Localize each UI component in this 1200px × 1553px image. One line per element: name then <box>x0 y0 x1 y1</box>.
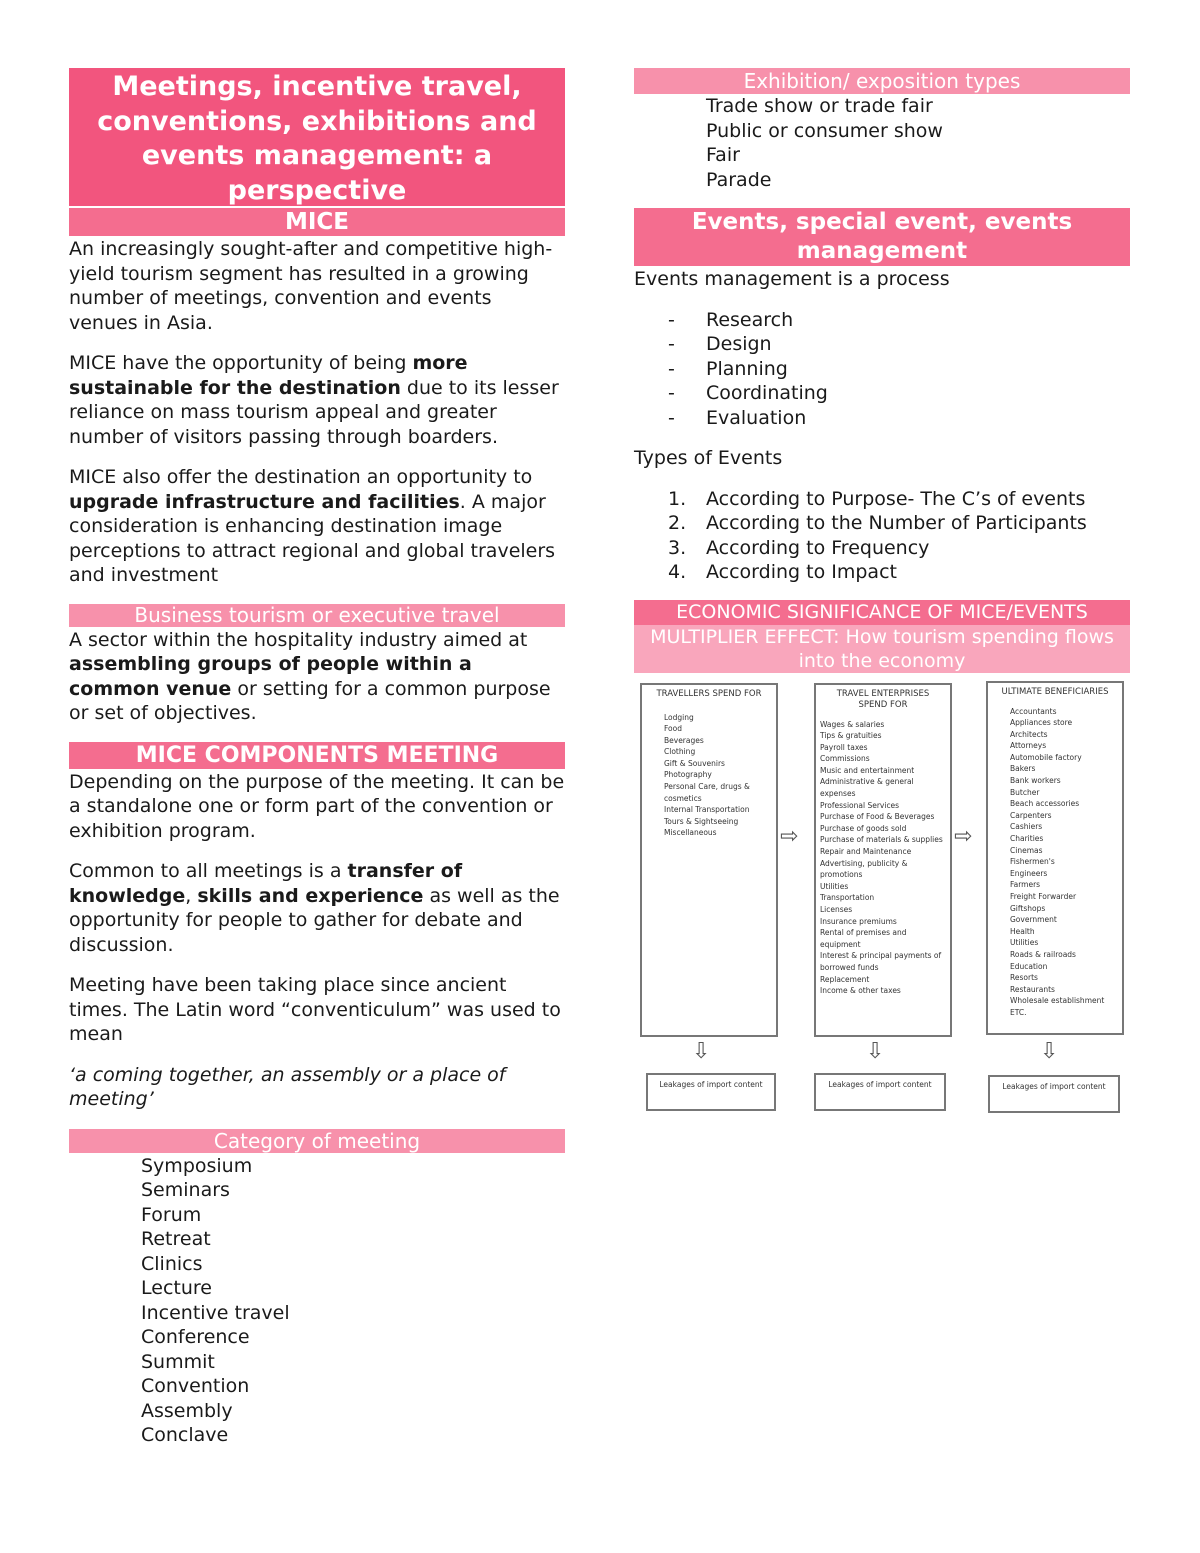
events-intro: Events management is a process <box>634 268 950 290</box>
mice-header: MICE <box>69 208 565 236</box>
components-paragraph-1: Depending on the purpose of the meeting. It can be a standalone one or form part of the convention or exhibition program. <box>69 770 565 842</box>
diagram-list-item: Butcher <box>1010 787 1040 797</box>
list-item: 3. According to Frequency <box>668 536 930 559</box>
diagram-list-item: Tours & Sightseeing <box>664 816 739 826</box>
leakage-box: Leakages of import content <box>646 1073 776 1111</box>
diagram-list-item: Health <box>1010 926 1035 936</box>
list-item: Assembly <box>141 1399 233 1422</box>
diagram-list-item: Freight Forwarder <box>1010 892 1077 901</box>
list-item: Incentive travel <box>141 1301 290 1324</box>
diagram-list-item: Professional Services <box>820 800 900 810</box>
components-paragraph-3: Meeting have been taking place since ancient times. The Latin word “conventiculum” was used to mean <box>69 974 561 1045</box>
diagram-list-item: Automobile factory <box>1010 752 1082 762</box>
list-item: Clinics <box>141 1252 203 1275</box>
category-of-meeting-header: Category of meeting <box>69 1129 565 1153</box>
mice-paragraph-1: An increasingly sought-after and competitive high-yield tourism segment has resulted in a growing number of meetings, convention and events venues in Asia. <box>69 238 553 334</box>
diagram-list-item: Cashiers <box>1010 822 1043 832</box>
diagram-list-item: Bakers <box>1010 764 1036 774</box>
event-types-list <box>634 487 1130 585</box>
diagram-list-item: Gift & Souvenirs <box>664 758 725 768</box>
components-quote: ‘a coming together, an assembly or a place of meeting’ <box>69 1063 506 1110</box>
list-item: Summit <box>141 1350 215 1373</box>
diagram-list-item: Commissions <box>820 754 870 764</box>
process-list <box>634 308 1130 431</box>
types-intro: Types of Events <box>634 447 783 469</box>
diagram-list-item: Transportation <box>820 893 875 903</box>
page-title: Meetings, incentive travel, conventions, exhibitions and events management: a perspective <box>69 68 565 206</box>
category-list <box>69 1154 565 1448</box>
list-item: Parade <box>706 168 772 191</box>
diagram-list-item: Restaurants <box>1010 984 1055 994</box>
diagram-list-item: Appliances store <box>1010 718 1073 728</box>
leakage-box: Leakages of import content <box>814 1073 946 1111</box>
list-item: Fair <box>706 144 740 166</box>
diagram-list-item: Music and entertainment <box>820 765 915 775</box>
list-item: Conference <box>141 1326 250 1348</box>
diagram-list-item: Rental of premises and equipment <box>820 928 907 949</box>
diagram-list-item: Administrative & general expenses <box>820 777 914 799</box>
business-tourism-header: Business tourism or executive travel <box>69 604 565 627</box>
list-item: Trade show or trade fair <box>706 95 933 117</box>
travellers-spend-title: TRAVELLERS SPEND FOR <box>656 688 762 699</box>
diagram-list-item: Fishermen's <box>1010 857 1055 867</box>
exhibition-list <box>634 94 1130 192</box>
diagram-list-item: Government <box>1010 915 1057 925</box>
list-item: Forum <box>141 1203 202 1226</box>
diagram-list-item: Lodging <box>664 712 694 722</box>
list-item: 4. According to Impact <box>668 561 897 583</box>
diagram-list-item: Clothing <box>664 747 696 757</box>
multiplier-diagram <box>634 679 1130 1121</box>
multiplier-effect-header: MULTIPLIER EFFECT: How tourism spending flows into the economy <box>634 625 1130 673</box>
diagram-list-item: Engineers <box>1010 868 1048 878</box>
diagram-list-item: Giftshops <box>1010 903 1046 913</box>
components-paragraph-2: Common to all meetings is a transfer of knowledge, skills and experience as well as the opportunity for people to gather for debate and discussion. <box>69 860 560 956</box>
arrow-down-icon: ⇩ <box>1040 1038 1059 1064</box>
business-tourism-paragraph: A sector within the hospitality industry aimed at assembling groups of people within a common venue or setting for a common purpose or set of objectives. <box>69 628 551 724</box>
diagram-list-item: Resorts <box>1010 973 1038 983</box>
diagram-list-item: Bank workers <box>1010 776 1061 786</box>
diagram-list-item: ETC. <box>1010 1007 1027 1017</box>
list-item: Symposium <box>141 1154 253 1177</box>
diagram-list-item: Wholesale establishment <box>1010 996 1105 1006</box>
list-item: Lecture <box>141 1277 212 1299</box>
diagram-list-item: Beach accessories <box>1010 799 1080 809</box>
diagram-list-item: Charities <box>1010 834 1044 844</box>
diagram-list-item: Payroll taxes <box>820 742 868 752</box>
exhibition-header: Exhibition/ exposition types <box>634 68 1130 94</box>
diagram-list-item: Carpenters <box>1010 810 1052 820</box>
enterprises-spend-title: TRAVEL ENTERPRISES SPEND FOR <box>836 688 930 710</box>
leakage-box: Leakages of import content <box>988 1075 1120 1113</box>
diagram-list-item: Wages & salaries <box>820 719 885 729</box>
events-header: Events, special event, events management <box>634 208 1130 266</box>
beneficiaries-box <box>986 681 1124 1035</box>
diagram-list-item: Insurance premiums <box>820 916 897 926</box>
diagram-list-item: Income & other taxes <box>820 986 901 996</box>
diagram-list-item: Beverages <box>664 735 704 745</box>
diagram-list-item: Roads & railroads <box>1010 949 1076 959</box>
list-item: Convention <box>141 1375 250 1397</box>
diagram-list-item: Cinemas <box>1010 845 1043 855</box>
diagram-list-item: Advertising, publicity & promotions <box>820 858 908 880</box>
economic-significance-header: ECONOMIC SIGNIFICANCE OF MICE/EVENTS <box>634 600 1130 625</box>
diagram-list-item: Purchase of materials & supplies <box>820 835 943 845</box>
mice-components-header: MICE COMPONENTS MEETING <box>69 742 565 769</box>
left-column <box>69 68 565 1448</box>
mice-paragraph-3: MICE also offer the destination an opportunity to upgrade infrastructure and facilities. A major consideration is enhancing destination image perceptions to attract regional and global travelers and investment <box>69 466 556 586</box>
list-item: - Evaluation <box>668 406 807 429</box>
arrow-down-icon: ⇩ <box>866 1038 885 1064</box>
mice-paragraph-2: MICE have the opportunity of being more sustainable for the destination due to its lesser reliance on mass tourism appeal and greater number of visitors passing through boarders. <box>69 352 559 448</box>
list-item: - Planning <box>668 357 788 380</box>
beneficiaries-title: ULTIMATE BENEFICIARIES <box>1001 686 1109 697</box>
diagram-list-item: Personal Care, drugs & cosmetics <box>664 782 750 803</box>
diagram-list-item: Utilities <box>1010 938 1039 948</box>
arrow-down-icon: ⇩ <box>692 1038 711 1064</box>
diagram-list-item: Farmers <box>1010 880 1041 890</box>
arrow-right-icon: ⇨ <box>954 823 973 849</box>
list-item: - Research <box>668 308 794 331</box>
list-item: - Coordinating <box>668 382 828 404</box>
diagram-list-item: Purchase of goods sold <box>820 823 907 833</box>
list-item: Seminars <box>141 1179 230 1201</box>
arrow-right-icon: ⇨ <box>780 823 799 849</box>
diagram-list-item: Replacement <box>820 974 870 984</box>
diagram-list-item: Purchase of Food & Beverages <box>820 812 935 822</box>
diagram-list-item: Utilities <box>820 881 849 891</box>
right-column <box>634 68 1130 1121</box>
diagram-list-item: Photography <box>664 770 712 780</box>
diagram-list-item: Tips & gratuities <box>820 731 882 741</box>
diagram-list-item: Education <box>1010 961 1048 971</box>
diagram-list-item: Internal Transportation <box>664 805 750 815</box>
list-item: - Design <box>668 333 772 355</box>
diagram-list-item: Miscellaneous <box>664 828 717 838</box>
diagram-list-item: Interest & principal payments of borrowed funds <box>820 951 942 972</box>
list-item: Conclave <box>141 1424 229 1446</box>
diagram-list-item: Attorneys <box>1010 741 1047 751</box>
list-item: Retreat <box>141 1228 211 1250</box>
diagram-list-item: Licenses <box>820 905 853 914</box>
diagram-list-item: Accountants <box>1010 706 1057 716</box>
list-item: 2. According to the Number of Participants <box>668 512 1087 534</box>
list-item: Public or consumer show <box>706 119 943 142</box>
diagram-list-item: Architects <box>1010 729 1048 739</box>
diagram-list-item: Repair and Maintenance <box>820 847 912 857</box>
diagram-list-item: Food <box>664 724 682 734</box>
enterprises-spend-box <box>814 683 952 1037</box>
travellers-spend-box <box>640 683 778 1037</box>
list-item: 1. According to Purpose- The C’s of events <box>668 487 1086 510</box>
